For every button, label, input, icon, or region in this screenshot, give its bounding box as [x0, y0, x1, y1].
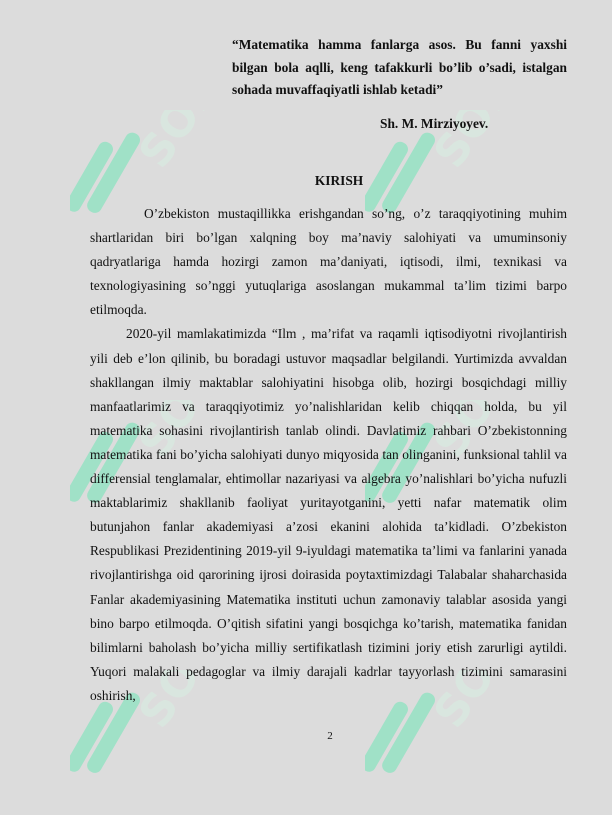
- epigraph-author: Sh. M. Mirziyoyev.: [380, 116, 489, 131]
- section-heading: KIRISH: [314, 173, 364, 188]
- paragraph: O’zbekiston mustaqillikka erishgandan so’ng, o’z taraqqiyotining muhim shartlaridan biri bo’lgan xalqning boy ma’naviy salohiyati va umuminsoniy qadryatlariga hamda hozirgi zamon ma’daniyati, iqtisodi, ilmi, texnikasi va texnologiyasining so’nggi yutuqlariga asoslangan mukammal ta’lim tizimi barpo etilmoqda.: [90, 206, 567, 318]
- page-number: 2: [327, 730, 333, 742]
- body-text: [90, 202, 567, 708]
- svg-text:SOFF: [129, 110, 220, 177]
- epigraph-quote: “Matematika hamma fanlarga asos. Bu fanni yaxshi bilgan bola aqlli, keng tafakkurli bo’lib o’sadi, istalgan sohada muvaffaqiyatli ishlab ketadi”: [232, 37, 567, 98]
- paragraph: 2020-yil mamlakatimizda “Ilm , ma’rifat va raqamli iqtisodiyotni rivojlantirish yili deb e’lon qilinib, bu boradagi ustuvor maqsadlar belgilandi. Yurtimizda avvaldan shakllangan ilmiy maktablar salohiyatini hisobga olib, hozirgi bosqichdagi milliy manfaatlarimiz va taraqqiyotimiz yo’nalishlaridan kelib chiqqan holda, bu yil matematika sohasini rivojlantirish tanlab olindi. Davlatimiz rahbari O’zbekistonning matematika fani bo’yicha salohiyati dunyo miqyosida tan olinganini, funksional tahlil va differensial tenglamalar, ehtimollar nazariyasi va algebra yo’nalishlari bo’yicha nufuzli maktablarimiz shakllanib faoliyat yuritayotganini, yetti nafar matematik olim butunjahon fanlar akademiyasi a’zosi ekanini alohida ta’kidladi. O’zbekiston Respublikasi Prezidentining 2019-yil 9-iyuldagi matematika ta’limi va fanlarini yanada rivojlantirishga oid qarorining ijrosi doirasida poytaxtimizdagi Talabalar shaharchasida Fanlar akademiyasining Matematika instituti uchun zamonaviy talablar asosida yangi bino barpo etilmoqda. O’qitish sifatini yangi bosqichga ko’tarish, matematika fanidan bilimlarni baholash bo’yicha milliy sertifikatlash tizimini joriy etish zarurligi aytildi. Yuqori malakali pedagoglar va ilmiy darajali kadrlar tayyorlash tizimini samarasini oshirish,: [90, 326, 567, 703]
